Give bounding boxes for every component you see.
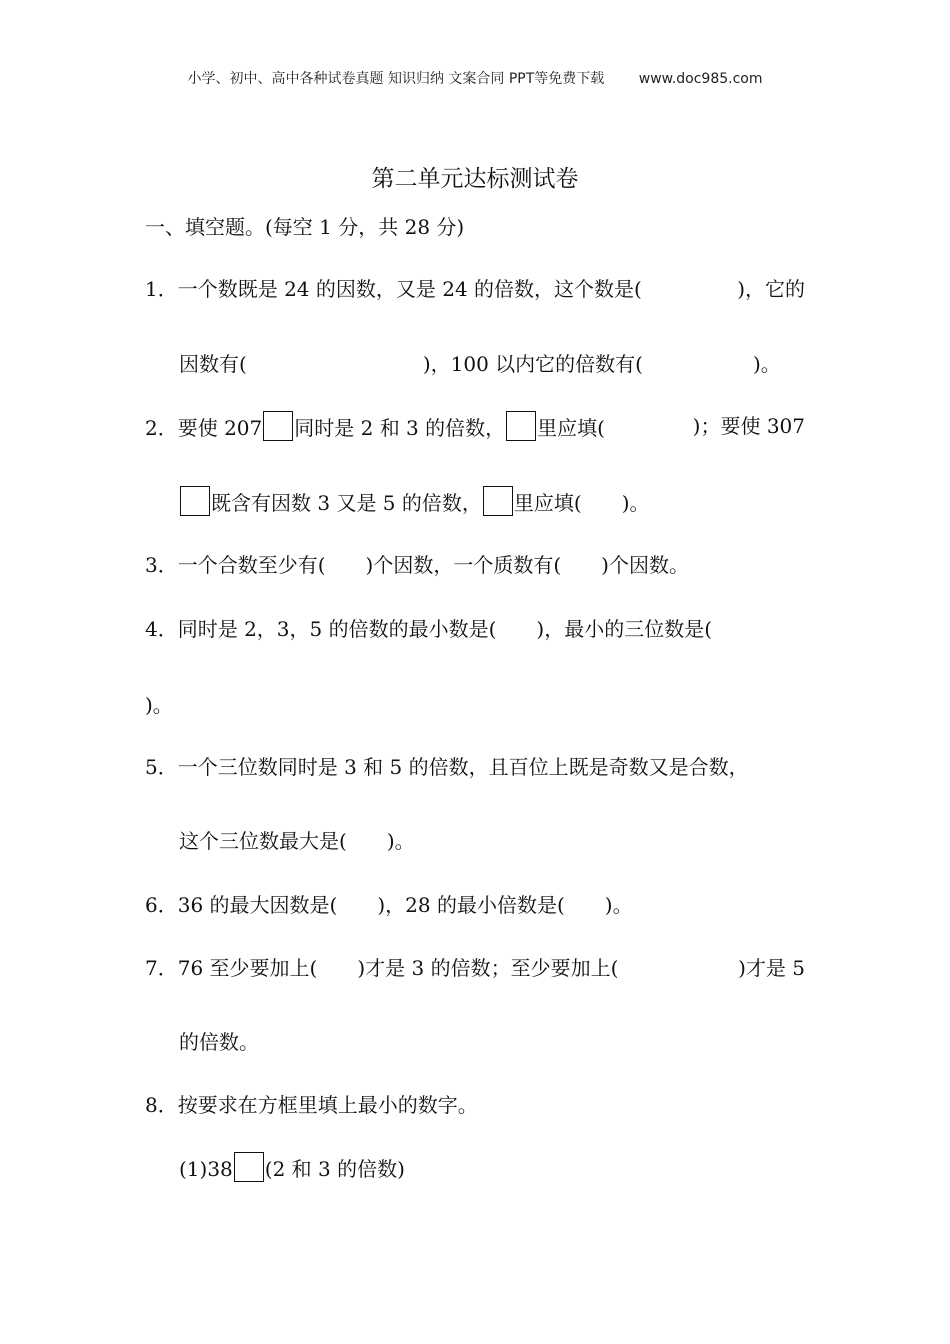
question-7-line-2: 的倍数。 [179, 1030, 259, 1054]
page-title: 第二单元达标测试卷 [371, 166, 579, 192]
blank-box [506, 411, 536, 441]
blank-box [180, 486, 210, 516]
question-2-line-1: 2．要使 207 同时是 2 和 3 的倍数， 里应填( )；要使 307 [145, 411, 805, 443]
question-4-line-2: )。 [145, 693, 173, 717]
blank-box [263, 411, 293, 441]
question-1-line-1 [145, 274, 805, 304]
blank-box [234, 1152, 264, 1182]
question-7-line-1: 7．76 至少要加上( )才是 3 的倍数；至少要加上( )才是 5 [145, 956, 805, 980]
question-8: 8．按要求在方框里填上最小的数字。 [145, 1093, 478, 1117]
header-site: www.doc985.com [638, 71, 763, 87]
question-8-sub-1: (1)38 (2 和 3 的倍数) [179, 1152, 405, 1184]
q1-text: 1．一个数既是 24 的因数，又是 24 的倍数，这个数是( [145, 277, 642, 301]
page-header [0, 68, 950, 88]
question-5-line-2: 这个三位数最大是( )。 [179, 829, 415, 853]
section-heading: 一、填空题。(每空 1 分，共 28 分) [145, 215, 465, 239]
blank-box [483, 486, 513, 516]
question-2-line-2: 既含有因数 3 又是 5 的倍数， 里应填( )。 [179, 486, 650, 518]
question-3: 3．一个合数至少有( )个因数，一个质数有( )个因数。 [145, 553, 689, 577]
question-1-line-2: 因数有( )，100 以内它的倍数有( )。 [179, 352, 781, 376]
question-5-line-1: 5．一个三位数同时是 3 和 5 的倍数，且百位上既是奇数又是合数， [145, 755, 749, 779]
question-4-line-1: 4．同时是 2，3，5 的倍数的最小数是( )，最小的三位数是( [145, 617, 713, 641]
q1-end: )，它的 [737, 277, 805, 301]
question-6: 6．36 的最大因数是( )，28 的最小倍数是( )。 [145, 893, 633, 917]
header-text: 小学、初中、高中各种试卷真题 知识归纳 文案合同 PPT等免费下载 [187, 71, 605, 87]
